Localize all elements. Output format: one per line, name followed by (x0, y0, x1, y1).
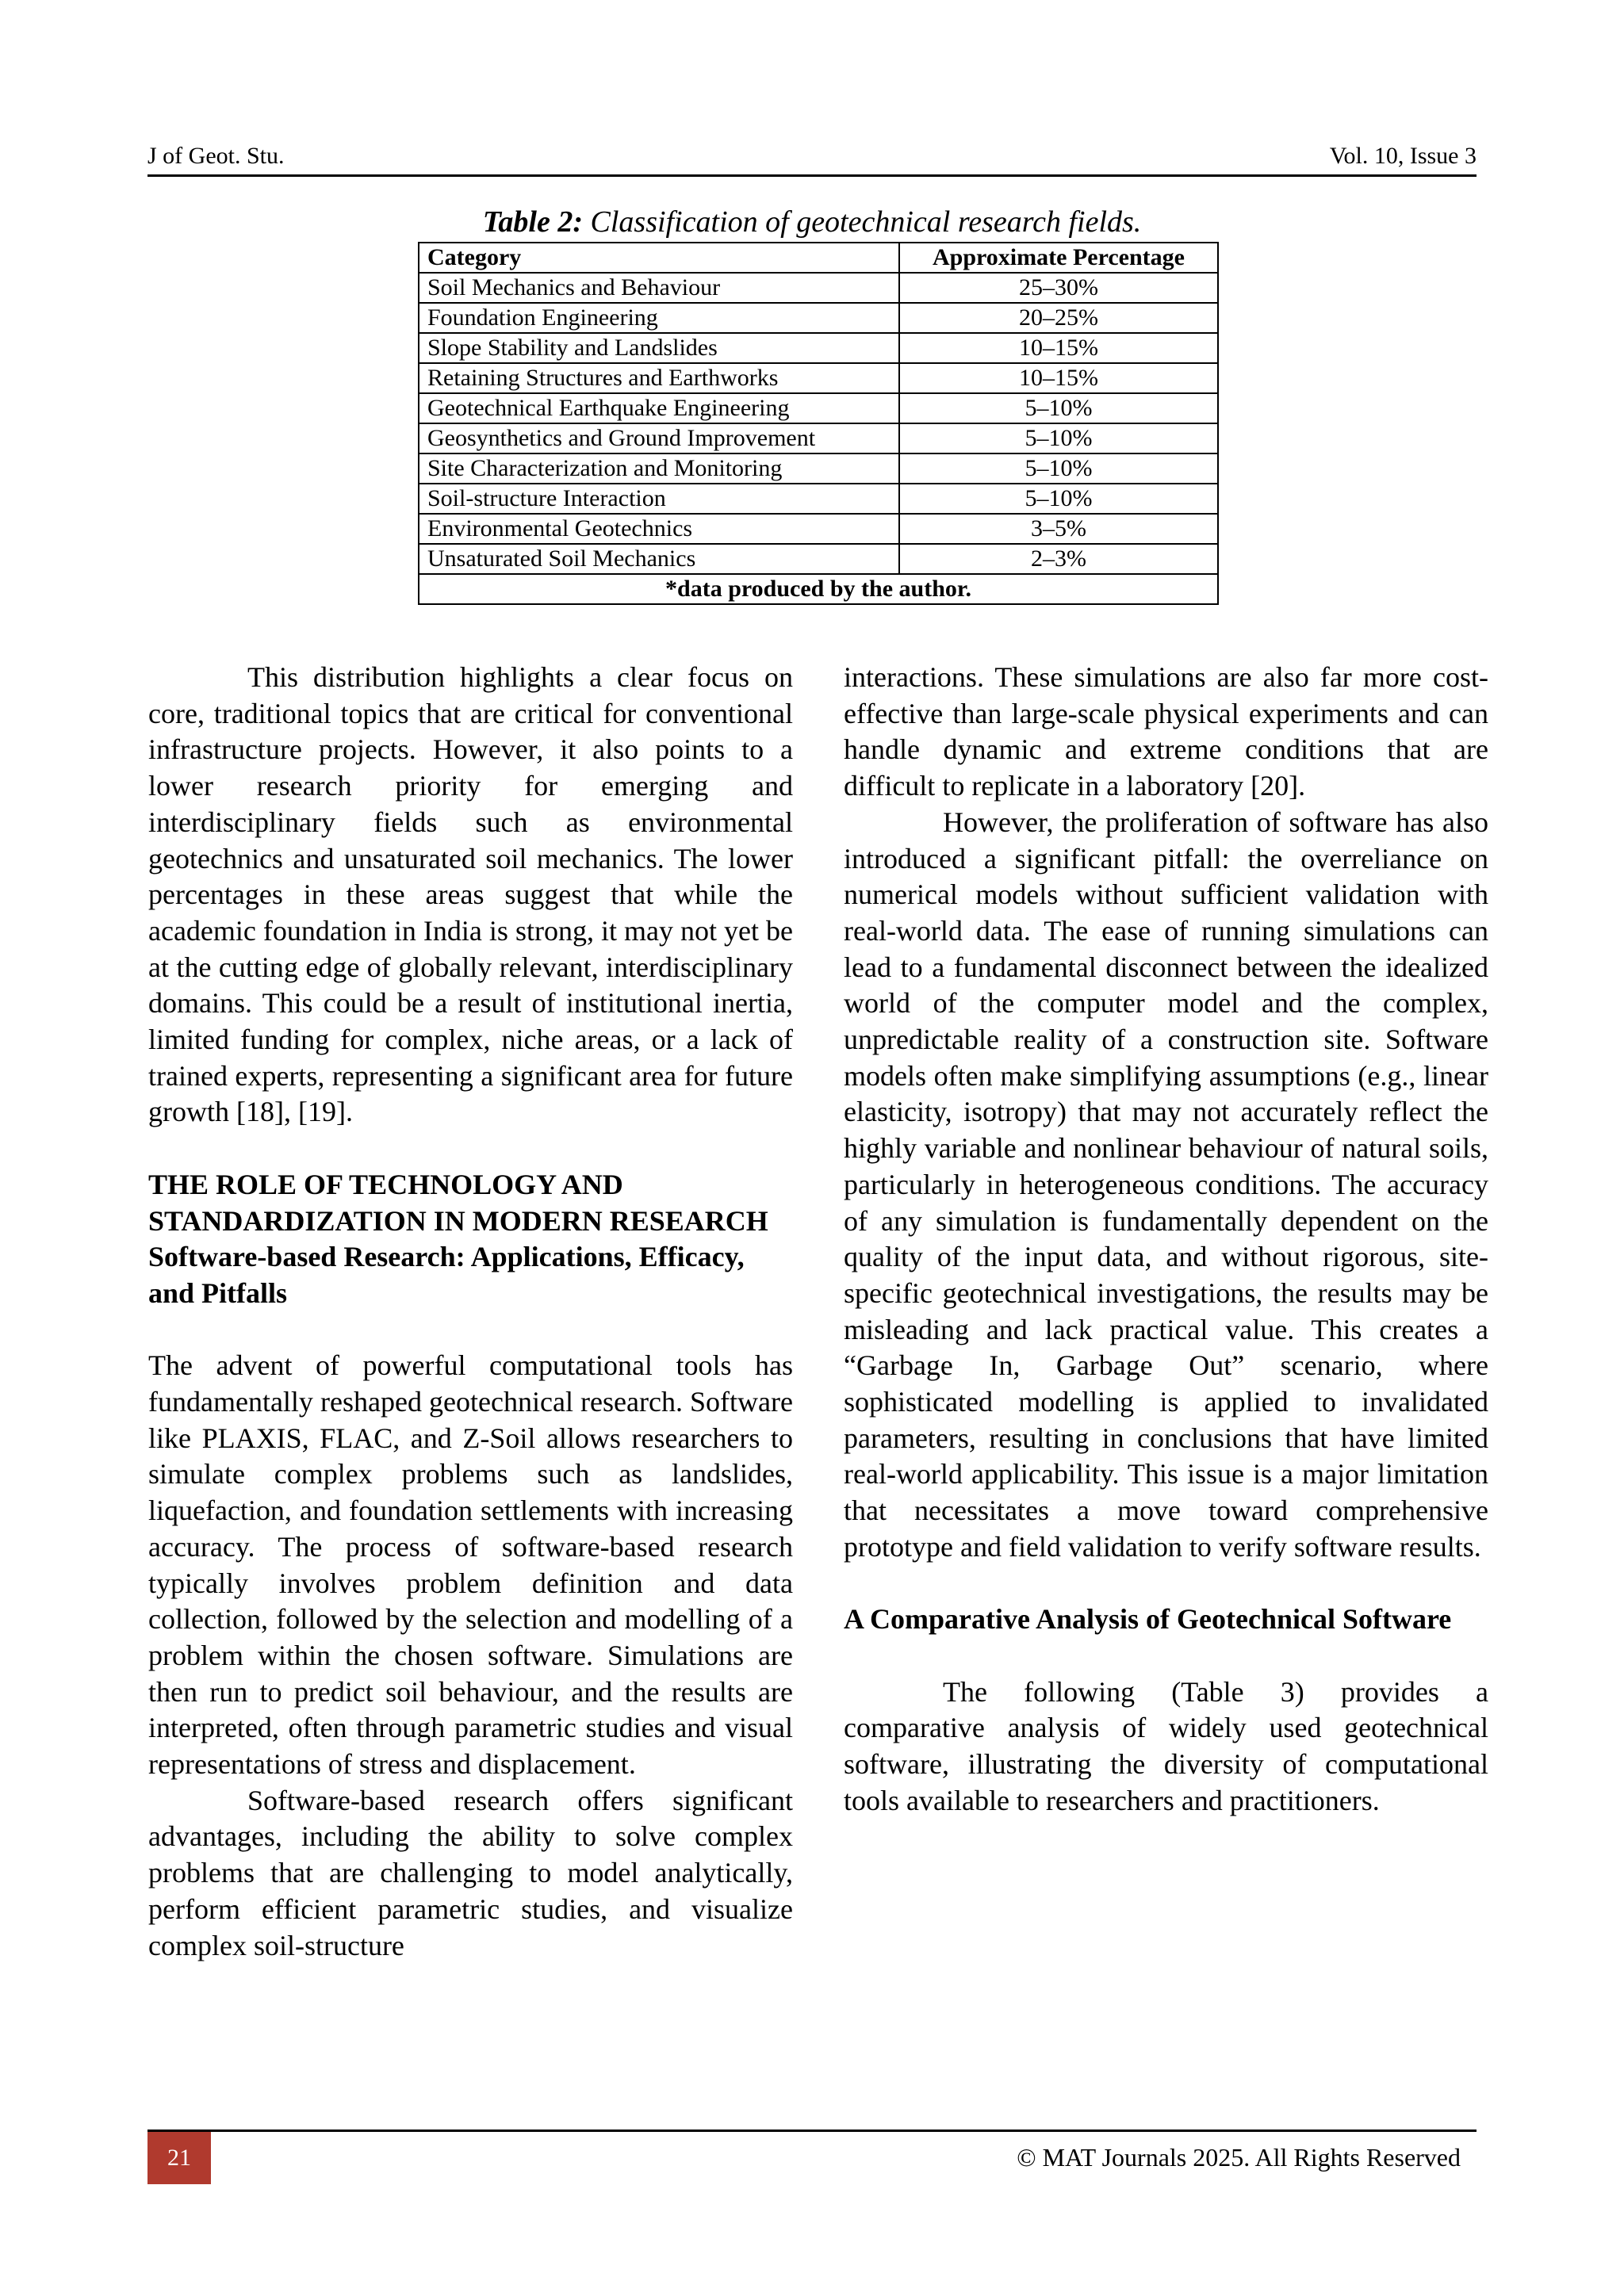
research-fields-table (418, 242, 1219, 605)
category-cell: Geosynthetics and Ground Improvement (419, 423, 899, 453)
category-cell: Site Characterization and Monitoring (419, 453, 899, 484)
table-note-row (419, 574, 1218, 604)
table-row (419, 393, 1218, 423)
body-paragraph: The advent of powerful computational tools has fundamentally reshaped geotechnical research. Software like PLAXIS, FLAC, and Z-Soil allows researchers to simulate complex problems such as landslides, liquefaction, and foundation settlements with increasing accuracy. The process of software-based research typically involves problem definition and data collection, followed by the selection and modelling of a problem within the chosen software. Simulations are then run to predict soil behaviour, and the results are interpreted, often through parametric studies and visual representations of stress and displacement. (148, 1349, 793, 1781)
body-paragraph: The following (Table 3) provides a comparative analysis of widely used geotechnical software, illustrating the diversity of computational tools available to researchers and practitioners. (844, 1675, 1488, 1816)
volume-issue: Vol. 10, Issue 3 (1329, 143, 1477, 169)
table-note: *data produced by the author. (419, 574, 1218, 604)
journal-name: J of Geot. Stu. (147, 143, 285, 169)
column-header-percentage: Approximate Percentage (899, 243, 1218, 273)
column-header-category: Category (419, 243, 899, 273)
subsection-heading: Software-based Research: Applications, Efficacy, and Pitfalls (148, 1241, 745, 1309)
page-number: 21 (147, 2132, 211, 2184)
category-cell: Soil-structure Interaction (419, 484, 899, 514)
percentage-cell: 5–10% (899, 484, 1218, 514)
category-cell: Geotechnical Earthquake Engineering (419, 393, 899, 423)
percentage-cell: 10–15% (899, 333, 1218, 363)
table-caption-text: Classification of geotechnical research fields. (583, 205, 1142, 239)
table-header-row (419, 243, 1218, 273)
body-paragraph: interactions. These simulations are also far more cost-effective than large-scale physical experiments and can handle dynamic and extreme conditions that are difficult to replicate in a laboratory [20]. (844, 661, 1488, 802)
percentage-cell: 20–25% (899, 303, 1218, 333)
table-caption (0, 205, 1624, 239)
table-row (419, 273, 1218, 303)
category-cell: Soil Mechanics and Behaviour (419, 273, 899, 303)
page-footer (147, 2130, 1477, 2184)
category-cell: Foundation Engineering (419, 303, 899, 333)
body-paragraph: However, the proliferation of software has also introduced a significant pitfall: the overreliance on numerical models without sufficient validation with real-world data. The ease of running simulations can lead to a fundamental disconnect between the idealized world of the computer model and the complex, unpredictable reality of a construction site. Software models often make simplifying assumptions (e.g., linear elasticity, isotropy) that may not accurately reflect the highly variable and nonlinear behaviour of natural soils, particularly in heterogeneous conditions. The accuracy of any simulation is fundamentally dependent on the quality of the input data, and without rigorous, site-specific geotechnical investigations, the results may be misleading and lack practical value. This creates a “Garbage In, Garbage Out” scenario, where sophisticated modelling is applied to invalidated parameters, resulting in conclusions that have limited real-world applicability. This issue is a major limitation that necessitates a move toward comprehensive prototype and field validation to verify software results. (844, 806, 1488, 1563)
percentage-cell: 5–10% (899, 423, 1218, 453)
left-column (148, 660, 793, 1964)
percentage-cell: 10–15% (899, 363, 1218, 393)
percentage-cell: 5–10% (899, 393, 1218, 423)
body-paragraph: This distribution highlights a clear focus on core, traditional topics that are critical for conventional infrastructure projects. However, it also points to a lower research priority for emerging and interdisciplinary fields such as environmental geotechnics and unsaturated soil mechanics. The lower percentages in these areas suggest that while the academic foundation in India is strong, it may not yet be at the cutting edge of globally relevant, interdisciplinary domains. This could be a result of institutional inertia, limited funding for complex, niche areas, or a lack of trained experts, representing a significant area for future growth [18], [19]. (148, 661, 793, 1128)
subsection-heading: A Comparative Analysis of Geotechnical Software (844, 1603, 1452, 1636)
percentage-cell: 2–3% (899, 544, 1218, 574)
category-cell: Environmental Geotechnics (419, 514, 899, 544)
percentage-cell: 25–30% (899, 273, 1218, 303)
table-row (419, 303, 1218, 333)
table-row (419, 514, 1218, 544)
page-header (147, 138, 1477, 177)
section-heading: THE ROLE OF TECHNOLOGY AND STANDARDIZATION IN MODERN RESEARCH (148, 1168, 768, 1237)
body-paragraph: Software-based research offers significant advantages, including the ability to solve complex problems that are challenging to model analytically, perform efficient parametric studies, and visualize complex soil-structure (148, 1784, 793, 1961)
table-caption-label: Table 2: (482, 205, 583, 239)
table-row (419, 423, 1218, 453)
percentage-cell: 5–10% (899, 453, 1218, 484)
table-row (419, 363, 1218, 393)
category-cell: Slope Stability and Landslides (419, 333, 899, 363)
category-cell: Retaining Structures and Earthworks (419, 363, 899, 393)
table-row (419, 453, 1218, 484)
table-row (419, 544, 1218, 574)
category-cell: Unsaturated Soil Mechanics (419, 544, 899, 574)
percentage-cell: 3–5% (899, 514, 1218, 544)
table-row (419, 333, 1218, 363)
right-column (844, 660, 1488, 1819)
table-row (419, 484, 1218, 514)
copyright-notice: © MAT Journals 2025. All Rights Reserved (1017, 2143, 1461, 2172)
